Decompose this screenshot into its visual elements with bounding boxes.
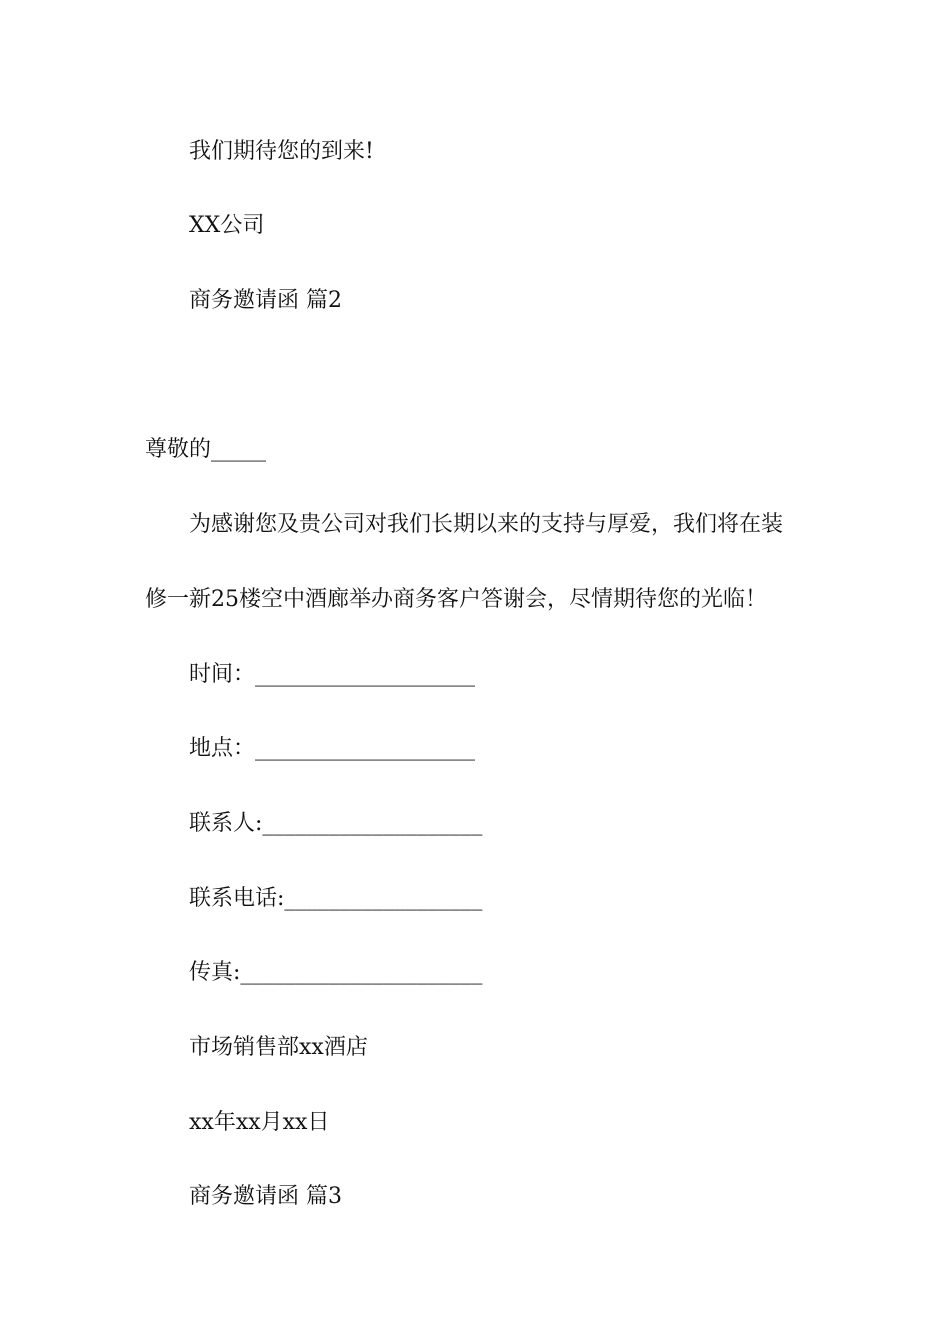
fax-field: 传真:______________________ — [189, 960, 483, 985]
contact-person-field: 联系人:____________________ — [189, 811, 483, 836]
body-paragraph-line2: 修一新25楼空中酒廊举办商务客户答谢会，尽情期待您的光临！ — [145, 587, 767, 612]
time-field: 时间：____________________ — [189, 662, 476, 687]
closing-text: 我们期待您的到来! — [189, 139, 374, 164]
letter-date: xx年xx月xx日 — [189, 1110, 330, 1135]
sender-signature: 市场销售部xx酒店 — [189, 1035, 368, 1060]
section-heading-3: 商务邀请函 篇3 — [189, 1184, 342, 1209]
location-field: 地点：____________________ — [189, 736, 476, 761]
salutation: 尊敬的_____ — [145, 437, 267, 462]
phone-field: 联系电话:__________________ — [189, 886, 483, 911]
section-heading-2: 商务邀请函 篇2 — [189, 288, 342, 313]
body-paragraph-line1: 为感谢您及贵公司对我们长期以来的支持与厚爱，我们将在装 — [189, 512, 784, 537]
company-signature: XX公司 — [189, 213, 265, 238]
